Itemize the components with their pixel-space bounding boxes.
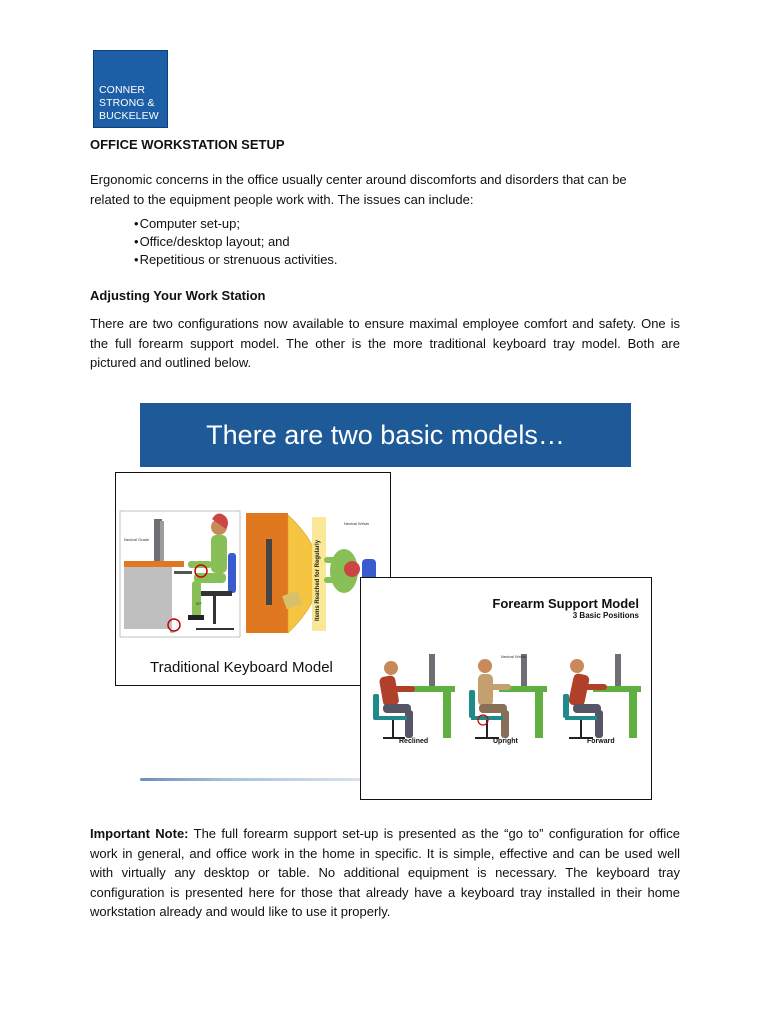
forearm-model-figure bbox=[360, 577, 652, 800]
note-text: The full forearm support set-up is presented as the “go to” configuration for office work in general, and office work in the home in specific. It is simple, effective and can be used well with virtually any desktop or table. No additional equipment is necessary. The keyboard tray configuration is presented here for those that already have a keyboard tray installed in their home workstation already and would like to use it properly. bbox=[90, 826, 680, 919]
logo-line: BUCKELEW bbox=[99, 110, 159, 122]
neutral-grade-label: Neutral Grade bbox=[124, 537, 150, 542]
traditional-model-caption: Traditional Keyboard Model bbox=[150, 659, 333, 676]
issues-list bbox=[134, 215, 338, 269]
position-label-forward: Forward bbox=[587, 738, 615, 745]
decorative-line bbox=[140, 778, 362, 781]
angle-label: 90° bbox=[170, 629, 177, 634]
neutral-wrists-label: Neutral Wrists bbox=[501, 654, 527, 659]
forearm-model-subtitle: 3 Basic Positions bbox=[572, 611, 639, 620]
important-note bbox=[90, 824, 680, 922]
intro-paragraph: Ergonomic concerns in the office usually center around discomforts and disorders that can be related to the equipment people work with. The issues can include: bbox=[90, 172, 627, 207]
company-logo bbox=[93, 50, 168, 128]
traditional-illustration bbox=[116, 473, 389, 653]
forearm-illustration bbox=[361, 624, 649, 744]
neutral-wrists-label: Neutral Wrists bbox=[344, 521, 370, 526]
forearm-model-title: Forearm Support Model bbox=[492, 596, 639, 611]
section-heading: Adjusting Your Work Station bbox=[90, 288, 266, 303]
page-title: OFFICE WORKSTATION SETUP bbox=[90, 137, 285, 152]
position-label-upright: Upright bbox=[493, 738, 518, 745]
position-label-reclined: Reclined bbox=[399, 738, 429, 745]
logo-line: CONNER bbox=[99, 84, 146, 96]
angle-label: 90° bbox=[196, 601, 203, 606]
list-item: • Computer set-up; bbox=[134, 215, 338, 233]
items-reached-label: Items Reached for Regularly bbox=[315, 539, 321, 621]
slide-banner: There are two basic models… bbox=[140, 403, 631, 467]
section-paragraph: There are two configurations now available to ensure maximal employee comfort and safety. One is the full forearm support model. The other is the more traditional keyboard tray model. Both are pictured and outlined below. bbox=[90, 316, 680, 370]
list-item: • Repetitious or strenuous activities. bbox=[134, 251, 338, 269]
logo-line: STRONG & bbox=[99, 97, 155, 109]
list-item: • Office/desktop layout; and bbox=[134, 233, 338, 251]
traditional-model-figure bbox=[115, 472, 391, 686]
note-label: Important Note: bbox=[90, 826, 189, 841]
